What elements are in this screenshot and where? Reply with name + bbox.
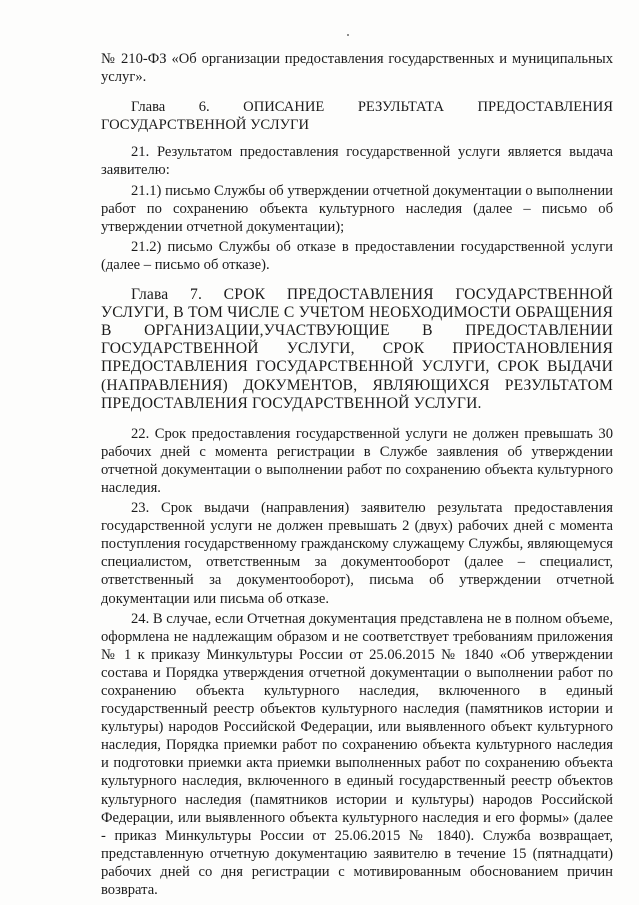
paragraph-21: 21. Результатом предоставления государственной услуги является выдача заявителю:: [101, 144, 613, 179]
paragraph-23: 23. Срок выдачи (направления) заявителю результата предоставления государственной услуги не должен превышать 2 (двух) рабочих дней с момента поступления государственному гражданскому служащему Службы, являющемуся специалистом, ответственным за документооборот (далее – специалист, ответственный за документооборот), письма об утверждении отчетной документации или письма об отказе.: [101, 500, 613, 607]
paragraph-24: 24. В случае, если Отчетная документация представлена не в полном объеме, оформлена не надлежащим образом и не соответствует требованиям приложения № 1 к приказу Минкультуры России от 25.06.2015 № 1840 «Об утверждении состава и Порядка утверждения отчетной документации о выполнении работ по сохранению объекта культурного наследия, включенного в единый государственный реестр объектов культурного наследия (памятников истории и культуры) народов Российской Федерации, или выявленного объект культурного наследия, Порядка приемки работ по сохранению объекта культурного наследия и подготовки приемки акта приемки выполненных работ по сохранению объекта культурного наследия, включенного в единый государственный реестр объектов культурного наследия (памятников истории и культуры) народов Российской Федерации, или выявленного объекта культурного наследия и его формы» (далее - приказ Минкультуры России от 25.06.2015 № 1840). Служба возвращает, представленную отчетную документацию заявителю в течение 15 (пятнадцати) рабочих дней со дня регистрации с мотивированным обоснованием причин возврата.: [101, 610, 613, 899]
paragraph-22: 22. Срок предоставления государственной услуги не должен превышать 30 рабочих дней с момента регистрации в Службе заявления об утверждении отчетной документации о выполнении работ по сохранению объекта культурного наследия.: [101, 425, 613, 496]
document-body: [101, 50, 613, 899]
law-reference-line: № 210-ФЗ «Об организации предоставления государственных и муниципальных услуг».: [101, 51, 613, 86]
paragraph-21-2: 21.2) письмо Службы об отказе в предоставлении государственной услуги (далее – письмо об отказе).: [101, 238, 613, 273]
chapter-6-heading: Глава 6. ОПИСАНИЕ РЕЗУЛЬТАТА ПРЕДОСТАВЛЕНИЯ ГОСУДАРСТВЕННОЙ УСЛУГИ: [101, 99, 613, 134]
paragraph-21-1: 21.1) письмо Службы об утверждении отчетной документации о выполнении работ по сохранению объекта культурного наследия (далее – письмо об утверждении отчетной документации);: [101, 182, 613, 235]
chapter-7-heading: Глава 7. СРОК ПРЕДОСТАВЛЕНИЯ ГОСУДАРСТВЕННОЙ УСЛУГИ, В ТОМ ЧИСЛЕ С УЧЕТОМ НЕОБХОДИМОСТИ ОБРАЩЕНИЯ В ОРГАНИЗАЦИИ,УЧАСТВУЮЩИЕ В ПРЕДОСТАВЛЕНИИ ГОСУДАРСТВЕННОЙ УСЛУГИ, СРОК ПРИОСТАНОВЛЕНИЯ ПРЕДОСТАВЛЕНИЯ ГОСУДАРСТВЕННОЙ УСЛУГИ, СРОК ВЫДАЧИ (НАПРАВЛЕНИЯ) ДОКУМЕНТОВ, ЯВЛЯЮЩИХСЯ РЕЗУЛЬТАТОМ ПРЕДОСТАВЛЕНИЯ ГОСУДАРСТВЕННОЙ УСЛУГИ.: [101, 286, 613, 412]
scan-speck: [347, 34, 349, 36]
